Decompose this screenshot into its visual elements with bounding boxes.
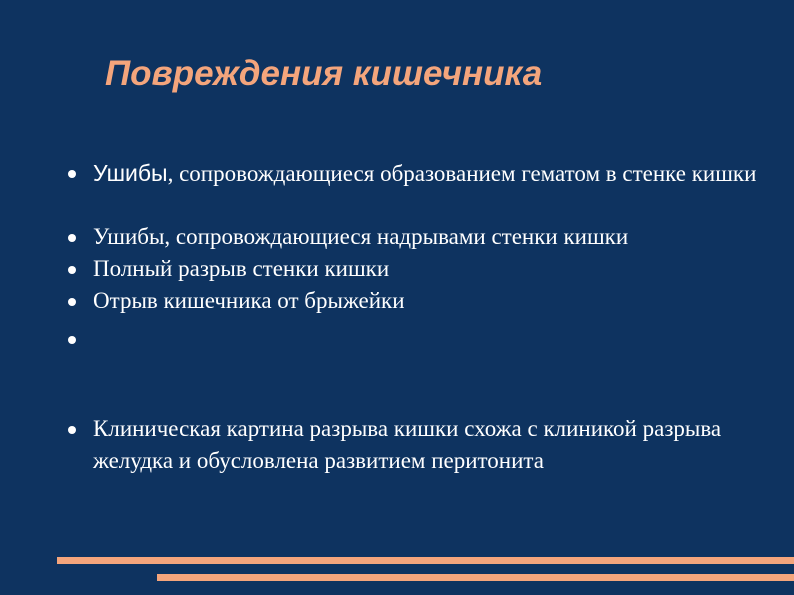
bullet-text: Ушибы, сопровождающиеся надрывами стенки кишки	[93, 224, 629, 249]
bullet-dot	[68, 298, 76, 306]
bullet-dot	[68, 426, 76, 434]
accent-bar-top	[57, 557, 794, 564]
bullet-text: Отрыв кишечника от брыжейки	[93, 288, 405, 313]
bullet-lead-word: Ушибы	[93, 160, 168, 186]
bullet-dot	[68, 234, 76, 242]
bullet-dot	[68, 336, 76, 344]
bullet-text: Полный разрыв стенки кишки	[93, 256, 390, 281]
accent-bar-bottom	[157, 574, 794, 581]
bullet-item-mesentery-detachment	[93, 285, 773, 317]
slide-title: Повреждения кишечника	[105, 54, 543, 93]
bullet-dot	[68, 266, 76, 274]
bullet-item-full-rupture	[93, 253, 773, 285]
bullet-text: Клиническая картина разрыва кишки схожа с клиникой разрыва желудка и обусловлена развитием перитонита	[93, 416, 722, 473]
bullet-dot	[68, 170, 76, 178]
bullet-item-bruises-hematoma	[93, 157, 773, 190]
bullet-item-bruises-tears	[93, 221, 773, 253]
bullet-text: , сопровождающиеся образованием гематом в стенке кишки	[167, 161, 757, 186]
bullet-item-empty	[93, 323, 773, 355]
bullet-item-clinical-picture	[93, 413, 773, 477]
